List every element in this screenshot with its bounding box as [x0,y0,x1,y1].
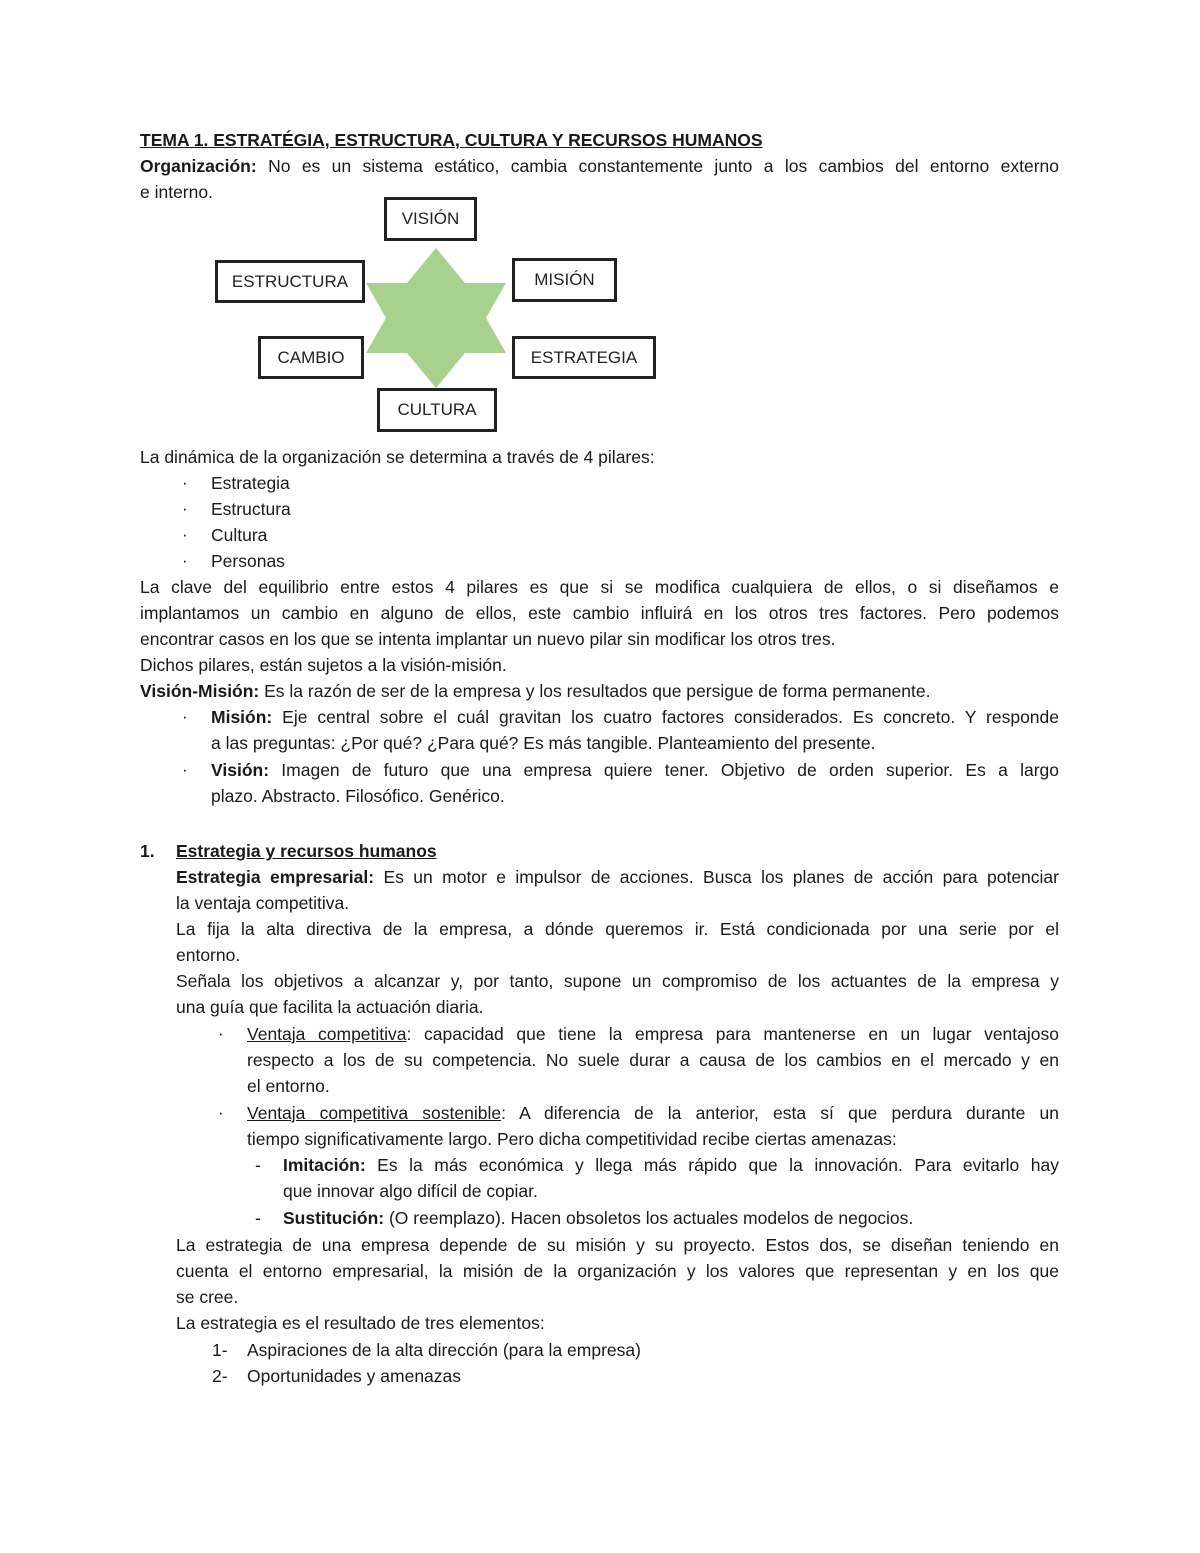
bullet-marker: · [182,551,188,570]
diagram-box-cultura: CULTURA [377,388,497,432]
organizacion-label: Organización: [140,156,257,176]
bullet-marker: · [218,1024,224,1043]
senala-line: Señala los objetivos a alcanzar y, por tanto, supone un compromiso de los actuantes de la empresa y [176,971,1059,991]
mision-item-line-2: a las preguntas: ¿Por qué? ¿Para qué? Es más tangible. Planteamiento del presente. [211,733,876,753]
organizacion-line-2: e interno. [140,182,213,202]
vision-mision-text: Es la razón de ser de la empresa y los resultados que persigue de forma permanente. [259,681,931,701]
ventaja-line-3: el entorno. [247,1076,330,1096]
estrategia-empresarial-line-1 [176,864,1059,890]
dash-marker: - [255,1208,261,1228]
ventaja-label: Ventaja competitiva [247,1024,407,1044]
imitacion-line-1 [283,1152,1059,1178]
mision-item-line-1 [211,704,1059,730]
pilar-item: Estructura [211,499,291,519]
section-title: Estrategia y recursos humanos [176,841,437,861]
diagram-box-estructura: ESTRUCTURA [215,260,365,303]
clave-line: La clave del equilibrio entre estos 4 pilares es que si se modifica cualquiera de ellos, o si diseñamos e [140,577,1059,597]
bullet-marker: · [182,473,188,492]
sustitucion-text: (O reemplazo). Hacen obsoletos los actuales modelos de negocios. [384,1208,914,1228]
fija-line: entorno. [176,945,241,965]
fija-line: La fija la alta directiva de la empresa, a dónde queremos ir. Está condicionada por una serie por el [176,919,1059,939]
vision-item-text-1: Imagen de futuro que una empresa quiere tener. Objetivo de orden superior. Es a largo [269,760,1059,780]
bullet-marker: · [182,525,188,544]
vision-item-line-2: plazo. Abstracto. Filosófico. Genérico. [211,786,505,806]
bullet-marker: · [218,1103,224,1122]
estrategia-depende-line: La estrategia de una empresa depende de su misión y su proyecto. Estos dos, se diseñan teniendo en [176,1235,1059,1255]
pilares-intro: La dinámica de la organización se determina a través de 4 pilares: [140,447,655,467]
senala-line: una guía que facilita la actuación diaria. [176,997,484,1017]
ventaja-line-2: respecto a los de su competencia. No suele durar a causa de los cambios en el mercado y en [247,1050,1059,1070]
estrategia-depende-line: se cree. [176,1287,239,1307]
resultado-line: La estrategia es el resultado de tres elementos: [176,1313,545,1333]
diagram-box-mision: MISIÓN [512,258,617,302]
bullet-marker: · [182,707,188,726]
vision-item-label: Visión: [211,760,270,780]
pilar-item: Estrategia [211,473,290,493]
sustitucion-label: Sustitución: [283,1208,385,1228]
clave-line: implantamos un cambio en alguno de ellos, este cambio influirá en los otros tres factores. Pero podemos [140,603,1059,623]
diagram-box-cambio: CAMBIO [258,336,364,379]
bullet-marker: · [182,760,188,779]
organizacion-text-1: No es un sistema estático, cambia constantemente junto a los cambios del entorno externo [256,156,1059,176]
pilar-item: Cultura [211,525,268,545]
imitacion-line-2: que innovar algo difícil de copiar. [283,1181,538,1201]
organizacion-line-1 [140,153,1059,179]
ventaja-text-1: : capacidad que tiene la empresa para mantenerse en un lugar ventajoso [406,1024,1059,1044]
list-number: 1- [212,1340,228,1360]
ventaja-sostenible-label: Ventaja competitiva sostenible [247,1103,502,1123]
mision-item-text-1: Eje central sobre el cuál gravitan los cuatro factores considerados. Es concreto. Y responde [272,707,1059,727]
estrategia-depende-line: cuenta el entorno empresarial, la misión de la organización y los valores que representan y en los que [176,1261,1059,1281]
pilar-item: Personas [211,551,285,571]
document-title: TEMA 1. ESTRATÉGIA, ESTRUCTURA, CULTURA Y RECURSOS HUMANOS [140,130,763,150]
clave-line: encontrar casos en los que se intenta implantar un nuevo pilar sin modificar los otros tres. [140,629,836,649]
sustitucion-line [283,1205,913,1231]
ventaja-sostenible-text-1: : A diferencia de la anterior, esta sí que perdura durante un [501,1103,1059,1123]
dash-marker: - [255,1155,261,1175]
imitacion-label: Imitación: [283,1155,366,1175]
estrategia-empresarial-label: Estrategia empresarial: [176,867,375,887]
star-shape [365,248,507,388]
bullet-marker: · [182,499,188,518]
imitacion-text-1: Es la más económica y llega más rápido que la innovación. Para evitarlo hay [365,1155,1059,1175]
mision-item-label: Misión: [211,707,273,727]
vision-mision-label: Visión-Misión: [140,681,260,701]
estrategia-empresarial-line-2: la ventaja competitiva. [176,893,350,913]
ventaja-line-1 [247,1021,1059,1047]
dichos-line: Dichos pilares, están sujetos a la visión-misión. [140,655,507,675]
ventaja-sostenible-line-2: tiempo significativamente largo. Pero dicha competitividad recibe ciertas amenazas: [247,1129,897,1149]
vision-mision-line [140,678,930,704]
estrategia-empresarial-text-1: Es un motor e impulsor de acciones. Busca los planes de acción para potenciar [374,867,1059,887]
list-item: Aspiraciones de la alta dirección (para la empresa) [247,1340,641,1360]
diagram-box-estrategia: ESTRATEGIA [512,336,656,379]
list-item: Oportunidades y amenazas [247,1366,462,1386]
ventaja-sostenible-line-1 [247,1100,1059,1126]
diagram-box-vision: VISIÓN [384,197,477,241]
section-number: 1. [140,841,155,861]
vision-item-line-1 [211,757,1059,783]
list-number: 2- [212,1366,228,1386]
